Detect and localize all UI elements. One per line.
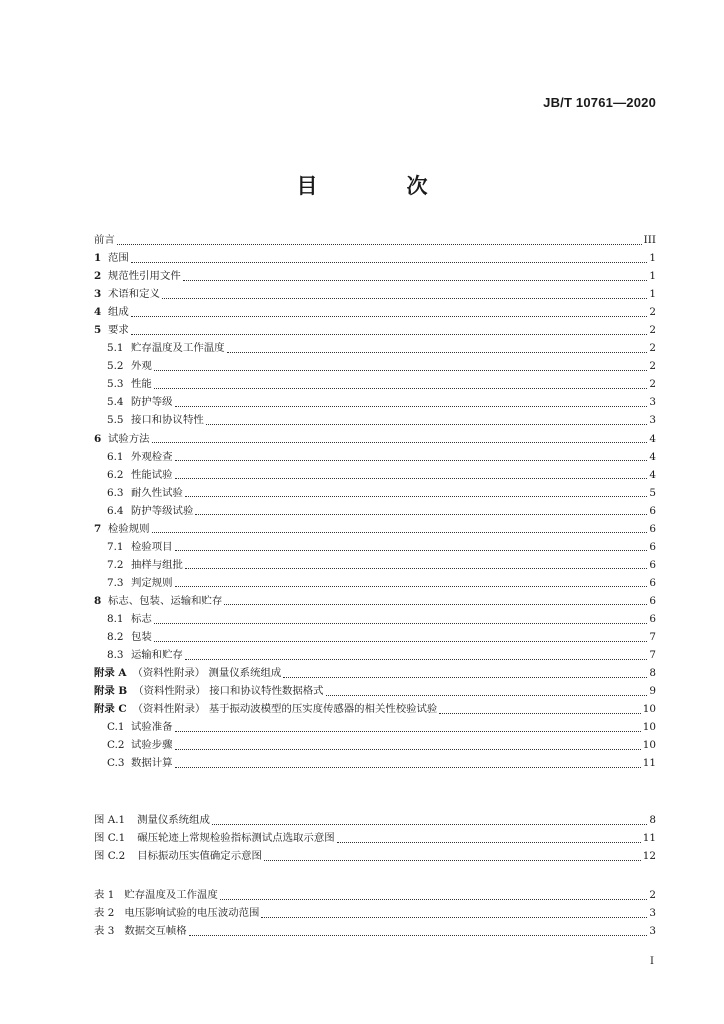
dot-leader: [206, 424, 648, 425]
toc-entry[interactable]: [94, 538, 656, 556]
toc-entry[interactable]: [94, 411, 656, 429]
dot-leader: [154, 623, 648, 624]
figure-entry[interactable]: [94, 847, 656, 865]
toc-entry[interactable]: [94, 430, 656, 448]
dot-leader: [183, 280, 648, 281]
toc-entry[interactable]: [94, 231, 656, 249]
entry-label: 要求: [108, 324, 129, 337]
dot-leader: [154, 370, 648, 371]
dot-leader: [189, 935, 648, 936]
dot-leader: [439, 713, 640, 714]
toc-entry[interactable]: [94, 682, 656, 700]
dot-leader: [175, 460, 648, 461]
entry-number: 图 A.1: [94, 814, 126, 826]
entry-label: 标志、包装、运输和贮存: [108, 594, 223, 607]
toc-entry[interactable]: [94, 520, 656, 538]
entry-number: 8.1: [107, 612, 124, 625]
dot-leader: [175, 767, 641, 768]
entry-page-number: 7: [649, 649, 656, 662]
toc-entry[interactable]: [94, 610, 656, 628]
entry-number: 附录 C: [94, 703, 127, 716]
toc-entry[interactable]: [94, 700, 656, 718]
toc-entry[interactable]: [94, 664, 656, 682]
dot-leader: [152, 532, 648, 533]
toc-entry[interactable]: [94, 321, 656, 339]
entry-page-number: 3: [649, 396, 656, 409]
entry-number: 6.2: [107, 468, 124, 481]
entry-page-number: 3: [649, 907, 656, 920]
entry-page-number: 2: [649, 889, 656, 901]
dot-leader: [264, 860, 641, 861]
entry-label: 外观: [131, 360, 152, 373]
entry-page-number: 6: [649, 576, 656, 589]
dot-leader: [175, 586, 648, 587]
dot-leader: [185, 659, 647, 660]
entry-number: 7.2: [107, 558, 124, 571]
toc-entry[interactable]: [94, 484, 656, 502]
toc-entry[interactable]: [94, 736, 656, 754]
entry-number: 5.1: [107, 342, 124, 355]
entry-page-number: 6: [649, 522, 656, 535]
entry-page-number: 6: [649, 540, 656, 553]
entry-number: C.3: [107, 757, 125, 770]
entry-page-number: 5: [649, 486, 656, 499]
entry-label: 试验步骤: [131, 739, 173, 752]
dot-leader: [175, 749, 641, 750]
dot-leader: [227, 352, 648, 353]
entry-label: 测量仪系统组成: [137, 814, 210, 826]
toc-entry[interactable]: [94, 375, 656, 393]
entry-label: 运输和贮存: [131, 649, 183, 662]
toc-entry[interactable]: [94, 357, 656, 375]
dot-leader: [337, 842, 641, 843]
standard-code: JB/T 10761—2020: [543, 95, 656, 110]
toc-entry[interactable]: [94, 303, 656, 321]
entry-label: 检验规则: [108, 522, 150, 535]
entry-label: 碾压轮迹上常规检验指标测试点选取示意图: [137, 832, 335, 845]
entry-number: 7: [94, 522, 102, 535]
entry-page-number: 3: [649, 414, 656, 427]
dot-leader: [261, 917, 647, 918]
entry-label: 接口和协议特性: [131, 414, 204, 427]
entry-page-number: 10: [642, 721, 656, 734]
toc-entry[interactable]: [94, 448, 656, 466]
entry-page-number: 1: [649, 252, 656, 265]
dot-leader: [185, 568, 647, 569]
entry-label: 外观检查: [131, 450, 173, 463]
toc-entry[interactable]: [94, 285, 656, 303]
entry-page-number: 11: [642, 757, 656, 770]
entry-label: （资料性附录） 基于振动波模型的压实度传感器的相关性校验试验: [132, 703, 438, 716]
entry-number: 7.1: [107, 540, 124, 553]
dot-leader: [131, 334, 648, 335]
table-entry[interactable]: [94, 922, 656, 940]
entry-number: 附录 A: [94, 667, 127, 680]
entry-number: 8.3: [107, 649, 124, 662]
entry-page-number: 1: [649, 288, 656, 301]
dot-leader: [152, 442, 648, 443]
dot-leader: [220, 899, 648, 900]
entry-label: 检验项目: [131, 540, 173, 553]
entry-page-number: 7: [649, 631, 656, 644]
entry-page-number: 8: [649, 814, 656, 826]
dot-leader: [175, 550, 648, 551]
entry-label: （资料性附录） 接口和协议特性数据格式: [133, 685, 324, 698]
entry-number: C.1: [107, 721, 125, 734]
entry-number: 表 3: [94, 925, 115, 938]
entry-label: 防护等级试验: [131, 504, 194, 517]
entry-page-number: 11: [642, 832, 656, 845]
dot-leader: [131, 262, 648, 263]
table-entry[interactable]: [94, 886, 656, 904]
toc-table-list: [94, 886, 656, 940]
dot-leader: [117, 244, 642, 245]
toc-entry[interactable]: [94, 249, 656, 267]
entry-label: 术语和定义: [108, 288, 160, 301]
dot-leader: [154, 641, 648, 642]
entry-number: 6.3: [107, 486, 124, 499]
toc-entry[interactable]: [94, 502, 656, 520]
toc-entry[interactable]: [94, 754, 656, 772]
dot-leader: [283, 677, 647, 678]
entry-number: 附录 B: [94, 685, 128, 698]
toc-entry[interactable]: [94, 339, 656, 357]
entry-page-number: 8: [649, 667, 656, 680]
entry-number: 3: [94, 288, 102, 301]
entry-number: 图 C.2: [94, 850, 126, 863]
entry-page-number: 2: [649, 360, 656, 373]
entry-number: 8: [94, 594, 102, 607]
entry-page-number: 9: [649, 685, 656, 698]
toc-entry[interactable]: [94, 466, 656, 484]
entry-label: 数据交互帧格: [124, 925, 187, 938]
entry-number: 6.4: [107, 504, 124, 517]
entry-number: 7.3: [107, 576, 124, 589]
entry-number: 5.4: [107, 396, 124, 409]
entry-label: 前言: [94, 234, 115, 246]
toc-entry[interactable]: [94, 592, 656, 610]
entry-label: 试验准备: [131, 721, 173, 734]
entry-label: 防护等级: [131, 396, 173, 409]
toc-entry[interactable]: [94, 267, 656, 285]
entry-number: 表 1: [94, 889, 115, 901]
entry-label: 目标振动压实值确定示意图: [137, 850, 262, 863]
entry-page-number: 4: [649, 450, 656, 463]
entry-page-number: 6: [649, 612, 656, 625]
dot-leader: [131, 316, 648, 317]
dot-leader: [326, 695, 648, 696]
figure-entry[interactable]: [94, 829, 656, 847]
entry-page-number: 10: [642, 739, 656, 752]
entry-label: 电压影响试验的电压波动范围: [124, 907, 260, 920]
entry-number: 4: [94, 306, 102, 319]
toc-entry[interactable]: [94, 628, 656, 646]
entry-page-number: 6: [649, 594, 656, 607]
entry-page-number: 2: [649, 324, 656, 337]
entry-label: 抽样与组批: [131, 558, 183, 571]
page-title: 目 次: [296, 174, 462, 198]
entry-number: 5.3: [107, 378, 124, 391]
entry-label: 耐久性试验: [131, 486, 183, 499]
entry-label: 标志: [131, 612, 152, 625]
entry-label: 性能试验: [131, 468, 173, 481]
toc-entry[interactable]: [94, 574, 656, 592]
toc-figure-list: [94, 811, 656, 865]
entry-page-number: 6: [649, 558, 656, 571]
toc-entry[interactable]: [94, 718, 656, 736]
entry-page-number: 12: [642, 850, 656, 863]
entry-label: 判定规则: [131, 576, 173, 589]
entry-number: 5: [94, 324, 102, 337]
entry-label: 性能: [131, 378, 152, 391]
entry-number: 5.2: [107, 360, 124, 373]
dot-leader: [212, 824, 648, 825]
entry-page-number: 1: [649, 270, 656, 283]
entry-page-number: 10: [642, 703, 656, 716]
entry-number: C.2: [107, 739, 125, 752]
toc-main-list: [94, 231, 656, 772]
entry-page-number: 3: [649, 925, 656, 938]
entry-label: 贮存温度及工作温度: [124, 889, 218, 901]
entry-number: 6.1: [107, 450, 124, 463]
entry-number: 图 C.1: [94, 832, 126, 845]
dot-leader: [224, 604, 647, 605]
entry-page-number: 4: [649, 468, 656, 481]
entry-number: 表 2: [94, 907, 115, 920]
entry-number: 5.5: [107, 414, 124, 427]
entry-page-number: 2: [649, 342, 656, 355]
dot-leader: [175, 478, 648, 479]
dot-leader: [154, 388, 648, 389]
entry-number: 1: [94, 252, 102, 265]
entry-number: 8.2: [107, 631, 124, 644]
entry-label: 数据计算: [131, 757, 173, 770]
page-number: I: [650, 956, 654, 967]
entry-page-number: 2: [649, 306, 656, 319]
dot-leader: [185, 496, 647, 497]
dot-leader: [162, 298, 647, 299]
entry-page-number: 2: [649, 378, 656, 391]
entry-number: 6: [94, 432, 102, 445]
dot-leader: [175, 731, 641, 732]
entry-page-number: III: [643, 234, 656, 246]
figure-entry[interactable]: [94, 811, 656, 829]
entry-number: 2: [94, 270, 102, 283]
entry-page-number: 4: [649, 432, 656, 445]
toc-entry[interactable]: [94, 646, 656, 664]
entry-label: （资料性附录） 测量仪系统组成: [132, 667, 282, 680]
dot-leader: [195, 514, 647, 515]
entry-page-number: 6: [649, 504, 656, 517]
dot-leader: [175, 406, 648, 407]
entry-label: 组成: [108, 306, 129, 319]
entry-label: 贮存温度及工作温度: [131, 342, 225, 355]
entry-label: 范围: [108, 252, 129, 265]
toc-entry[interactable]: [94, 556, 656, 574]
entry-label: 包装: [131, 631, 152, 644]
entry-label: 规范性引用文件: [108, 270, 181, 283]
toc-entry[interactable]: [94, 393, 656, 411]
table-entry[interactable]: [94, 904, 656, 922]
entry-label: 试验方法: [108, 432, 150, 445]
